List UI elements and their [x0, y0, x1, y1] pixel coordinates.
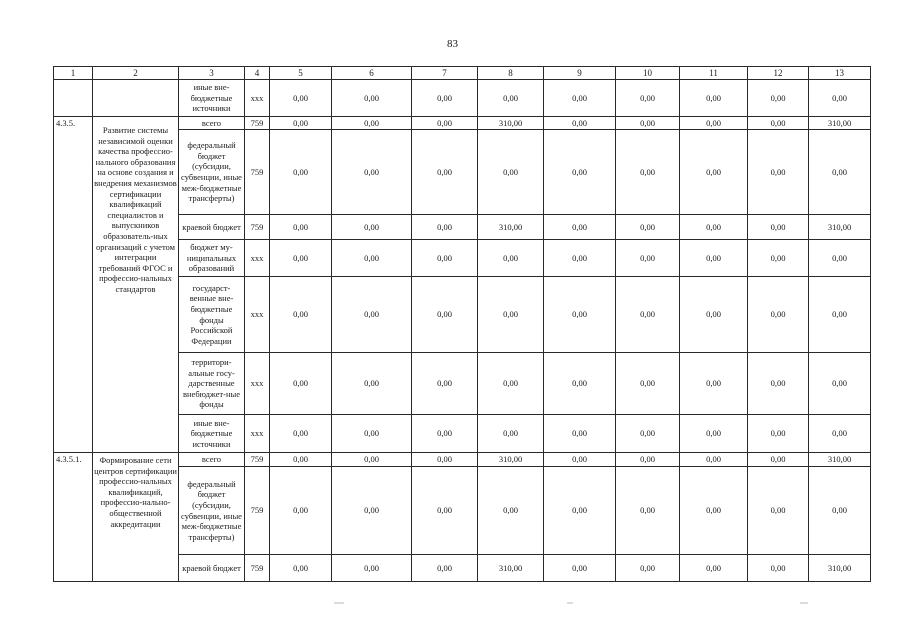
value-cell: 0,00	[412, 215, 478, 240]
column-header: 3	[179, 67, 245, 80]
value-cell: 310,00	[478, 555, 544, 582]
value-cell: 0,00	[809, 353, 871, 415]
value-cell: 0,00	[680, 215, 748, 240]
value-cell: 0,00	[332, 415, 412, 453]
value-cell: 0,00	[748, 467, 809, 555]
funding-source-cell: бюджет му-ниципальных образований	[179, 240, 245, 277]
value-cell: 0,00	[270, 555, 332, 582]
value-cell: 0,00	[332, 117, 412, 130]
value-cell: 0,00	[332, 353, 412, 415]
value-cell: 0,00	[809, 277, 871, 353]
value-cell: 0,00	[270, 453, 332, 467]
value-cell: 0,00	[270, 80, 332, 117]
code-cell: xxx	[245, 277, 270, 353]
column-header: 13	[809, 67, 871, 80]
column-header: 6	[332, 67, 412, 80]
item-description-cell: Формирование сети центров сертификации профессио-нальных квалификаций, профессио-нально-общественной аккредитации	[93, 453, 179, 582]
value-cell: 0,00	[544, 130, 616, 215]
value-cell: 0,00	[748, 130, 809, 215]
code-cell: xxx	[245, 240, 270, 277]
value-cell: 310,00	[809, 453, 871, 467]
column-header: 4	[245, 67, 270, 80]
value-cell: 0,00	[478, 353, 544, 415]
value-cell: 0,00	[680, 277, 748, 353]
value-cell: 0,00	[412, 415, 478, 453]
value-cell: 0,00	[680, 467, 748, 555]
value-cell: 0,00	[412, 467, 478, 555]
value-cell: 0,00	[270, 277, 332, 353]
value-cell: 0,00	[270, 353, 332, 415]
table-row	[54, 117, 871, 130]
value-cell: 0,00	[680, 415, 748, 453]
value-cell: 0,00	[478, 130, 544, 215]
value-cell: 0,00	[680, 80, 748, 117]
value-cell: 0,00	[544, 117, 616, 130]
value-cell: 0,00	[748, 415, 809, 453]
funding-source-cell: федеральный бюджет (субсидии, субвенции, иные меж-бюджетные трансферты)	[179, 467, 245, 555]
item-description-cell: Развитие системы независимой оценки качества профессио-нального образования на основе создания и внедрения механизмов сертификации квалификаций специалистов и выпускников образователь-ных организаций с учетом интеграции требований ФГОС и профессио-нальных стандартов	[93, 117, 179, 453]
value-cell: 0,00	[478, 467, 544, 555]
value-cell: 0,00	[680, 555, 748, 582]
value-cell: 0,00	[270, 415, 332, 453]
value-cell: 0,00	[332, 215, 412, 240]
value-cell: 0,00	[616, 415, 680, 453]
item-code-cell: 4.3.5.1.	[54, 453, 93, 582]
value-cell: 0,00	[680, 240, 748, 277]
value-cell: 0,00	[616, 130, 680, 215]
code-cell: 759	[245, 130, 270, 215]
value-cell: 0,00	[748, 277, 809, 353]
column-header: 5	[270, 67, 332, 80]
column-header: 8	[478, 67, 544, 80]
value-cell: 0,00	[544, 80, 616, 117]
funding-source-cell: всего	[179, 453, 245, 467]
column-header: 9	[544, 67, 616, 80]
funding-source-cell: государст-венные вне-бюджетные фонды Российской Федерации	[179, 277, 245, 353]
value-cell: 0,00	[748, 555, 809, 582]
value-cell: 0,00	[332, 453, 412, 467]
value-cell: 0,00	[270, 467, 332, 555]
value-cell: 0,00	[748, 215, 809, 240]
code-cell: 759	[245, 467, 270, 555]
code-cell: 759	[245, 453, 270, 467]
value-cell: 0,00	[616, 80, 680, 117]
value-cell: 0,00	[332, 555, 412, 582]
value-cell: 0,00	[412, 130, 478, 215]
value-cell: 310,00	[478, 453, 544, 467]
value-cell: 0,00	[478, 80, 544, 117]
value-cell: 0,00	[270, 117, 332, 130]
scan-smudge	[334, 602, 344, 604]
scan-smudge	[800, 602, 808, 604]
value-cell: 0,00	[616, 277, 680, 353]
funding-source-cell: иные вне-бюджетные источники	[179, 80, 245, 117]
value-cell: 0,00	[332, 467, 412, 555]
funding-source-cell: всего	[179, 117, 245, 130]
funding-source-cell: территори-альные госу-дарственные внебюджет-ные фонды	[179, 353, 245, 415]
funding-source-cell: краевой бюджет	[179, 555, 245, 582]
funding-source-cell: иные вне-бюджетные источники	[179, 415, 245, 453]
value-cell: 0,00	[809, 240, 871, 277]
funding-source-cell: краевой бюджет	[179, 215, 245, 240]
value-cell: 0,00	[748, 240, 809, 277]
code-cell: 759	[245, 215, 270, 240]
value-cell: 0,00	[478, 240, 544, 277]
value-cell: 0,00	[748, 117, 809, 130]
value-cell: 0,00	[809, 80, 871, 117]
value-cell: 310,00	[478, 215, 544, 240]
value-cell: 0,00	[544, 277, 616, 353]
value-cell: 310,00	[478, 117, 544, 130]
budget-table	[53, 66, 871, 582]
scan-smudge	[567, 602, 573, 604]
value-cell: 0,00	[412, 453, 478, 467]
value-cell: 310,00	[809, 215, 871, 240]
value-cell: 0,00	[680, 353, 748, 415]
value-cell: 0,00	[680, 453, 748, 467]
column-header: 10	[616, 67, 680, 80]
value-cell: 0,00	[270, 240, 332, 277]
value-cell: 0,00	[412, 117, 478, 130]
value-cell: 0,00	[616, 117, 680, 130]
value-cell: 0,00	[616, 215, 680, 240]
value-cell: 0,00	[332, 80, 412, 117]
page-number: 83	[447, 38, 458, 50]
value-cell: 0,00	[412, 240, 478, 277]
value-cell: 0,00	[544, 415, 616, 453]
value-cell: 0,00	[478, 415, 544, 453]
value-cell: 0,00	[544, 240, 616, 277]
value-cell: 0,00	[544, 453, 616, 467]
value-cell: 0,00	[616, 353, 680, 415]
value-cell: 0,00	[332, 130, 412, 215]
value-cell: 0,00	[616, 467, 680, 555]
column-header: 12	[748, 67, 809, 80]
value-cell: 0,00	[809, 467, 871, 555]
item-code-cell: 4.3.5.	[54, 117, 93, 453]
code-cell: 759	[245, 117, 270, 130]
column-header: 2	[93, 67, 179, 80]
value-cell: 0,00	[544, 215, 616, 240]
funding-source-cell: федеральный бюджет (субсидии, субвенции, иные меж-бюджетные трансферты)	[179, 130, 245, 215]
value-cell: 0,00	[748, 453, 809, 467]
value-cell: 0,00	[809, 415, 871, 453]
value-cell: 0,00	[680, 130, 748, 215]
table-row	[54, 453, 871, 467]
value-cell: 0,00	[332, 277, 412, 353]
value-cell: 0,00	[270, 215, 332, 240]
item-code-cell	[54, 80, 93, 117]
value-cell: 0,00	[616, 240, 680, 277]
value-cell: 0,00	[412, 277, 478, 353]
value-cell: 0,00	[748, 353, 809, 415]
column-header: 1	[54, 67, 93, 80]
value-cell: 0,00	[544, 467, 616, 555]
value-cell: 310,00	[809, 117, 871, 130]
code-cell: xxx	[245, 353, 270, 415]
item-description-cell	[93, 80, 179, 117]
value-cell: 0,00	[616, 555, 680, 582]
value-cell: 0,00	[412, 80, 478, 117]
value-cell: 0,00	[412, 555, 478, 582]
value-cell: 0,00	[748, 80, 809, 117]
value-cell: 0,00	[544, 353, 616, 415]
value-cell: 0,00	[680, 117, 748, 130]
value-cell: 0,00	[412, 353, 478, 415]
column-header-row	[54, 67, 871, 80]
code-cell: 759	[245, 555, 270, 582]
column-header: 11	[680, 67, 748, 80]
value-cell: 310,00	[809, 555, 871, 582]
value-cell: 0,00	[478, 277, 544, 353]
value-cell: 0,00	[544, 555, 616, 582]
code-cell: xxx	[245, 80, 270, 117]
code-cell: xxx	[245, 415, 270, 453]
value-cell: 0,00	[270, 130, 332, 215]
column-header: 7	[412, 67, 478, 80]
table-row	[54, 80, 871, 117]
value-cell: 0,00	[332, 240, 412, 277]
value-cell: 0,00	[809, 130, 871, 215]
value-cell: 0,00	[616, 453, 680, 467]
